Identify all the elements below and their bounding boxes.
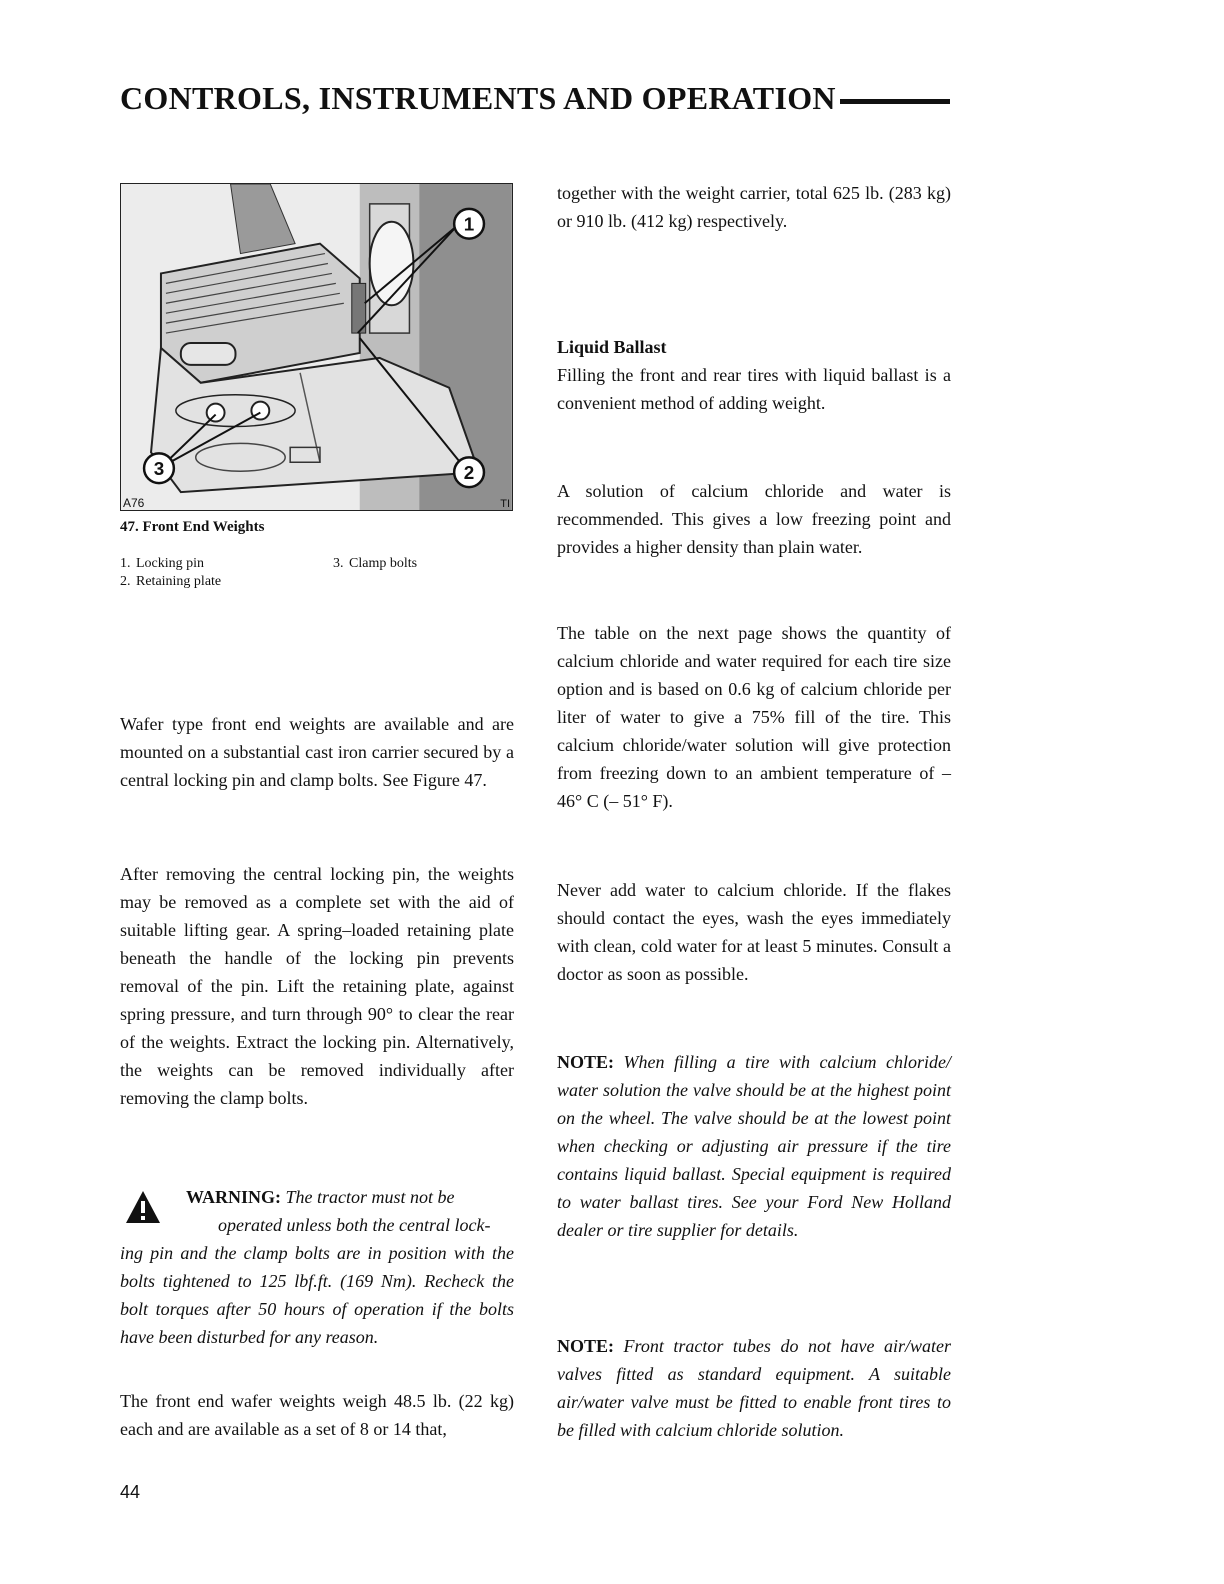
- figure-tag-left: A76: [123, 496, 145, 510]
- liquid-ballast-section: [557, 333, 951, 417]
- svg-text:1: 1: [463, 214, 475, 236]
- warning-triangle-icon: [124, 1189, 162, 1225]
- warning-block: [120, 1183, 514, 1351]
- legend-item: 2. Retaining plate: [120, 574, 222, 589]
- callout-2: [454, 457, 484, 487]
- note-text: When filling a tire with calcium chloride/ water solution the valve should be at the highest point on the wheel. The valve should be at the lowest point when checking or adjusting air pressure if the tire contains liquid ballast. Special equipment is required to water ballast tires. See your Ford New Holland dealer or tire supplier for details.: [557, 1052, 951, 1240]
- figure-legend: [120, 555, 500, 591]
- front-end-weights-figure: [120, 183, 513, 511]
- legend-item: 3. Clamp bolts: [333, 556, 418, 571]
- legend-item: 1. Locking pin: [120, 556, 205, 571]
- page-header: [120, 80, 960, 117]
- note-1: [557, 1048, 951, 1244]
- svg-text:2: 2: [463, 463, 475, 485]
- note-2: [557, 1332, 951, 1444]
- callout-1: [454, 209, 484, 239]
- warning-label: WARNING:: [186, 1187, 282, 1207]
- page-title: CONTROLS, INSTRUMENTS AND OPERATION: [120, 80, 836, 116]
- note-text: Front tractor tubes do not have air/water valves fitted as standard equipment. A suitable air/water valve must be fitted to enable front tires to be filled with calcium chloride solution.: [557, 1336, 951, 1440]
- figure-illustration: [121, 184, 512, 510]
- right-paragraph-2: Filling the front and rear tires with liquid ballast is a convenient method of adding weight.: [557, 365, 951, 413]
- right-paragraph-1: together with the weight carrier, total 625 lb. (283 kg) or 910 lb. (412 kg) respectively.: [557, 183, 951, 231]
- page-number: 44: [120, 1482, 141, 1502]
- left-paragraph-3: The front end wafer weights weigh 48.5 lb. (22 kg) each and are available as a set of 8 or 14 that,: [120, 1391, 514, 1439]
- figure-tag-right: TI: [500, 498, 510, 510]
- warning-line-2: operated unless both the central lock-: [218, 1215, 491, 1235]
- note-label: NOTE:: [557, 1336, 615, 1356]
- right-paragraph-4: The table on the next page shows the quantity of calcium chloride and water required for each tire size option and is based on 0.6 kg of calcium chloride per liter of water to give a 75% fill of the tire. This calcium chloride/water solution will give protection from freezing down to an ambient temperature of – 46° C (– 51° F).: [557, 623, 951, 811]
- warning-line-1: The tractor must not be: [285, 1187, 455, 1207]
- right-paragraph-5: Never add water to calcium chloride. If the flakes should contact the eyes, wash the eyes immediately with clean, cold water for at least 5 minutes. Consult a doctor as soon as possible.: [557, 880, 951, 984]
- callout-3: [144, 453, 174, 483]
- warning-text: ing pin and the clamp bolts are in position with the bolts tightened to 125 lbf.ft. (169 Nm). Recheck the bolt torques after 50 hours of operation if the bolts have been disturbed for any reason.: [120, 1243, 514, 1347]
- figure-caption: 47. Front End Weights: [120, 519, 265, 535]
- right-paragraph-3: A solution of calcium chloride and water is recommended. This gives a low freezing point and provides a higher density than plain water.: [557, 481, 951, 557]
- note-label: NOTE:: [557, 1052, 615, 1072]
- section-heading: Liquid Ballast: [557, 337, 667, 357]
- header-rule: [840, 99, 950, 104]
- left-paragraph-2: After removing the central locking pin, the weights may be removed as a complete set with the aid of suitable lifting gear. A spring–loaded retaining plate beneath the handle of the locking pin prevents removal of the pin. Lift the retaining plate, against spring pressure, and turn through 90° to clear the rear of the weights. Extract the locking pin. Alternatively, the weights can be removed individually after removing the clamp bolts.: [120, 864, 514, 1108]
- svg-text:3: 3: [153, 459, 165, 481]
- left-paragraph-1: Wafer type front end weights are available and are mounted on a substantial cast iron carrier secured by a central locking pin and clamp bolts. See Figure 47.: [120, 714, 514, 790]
